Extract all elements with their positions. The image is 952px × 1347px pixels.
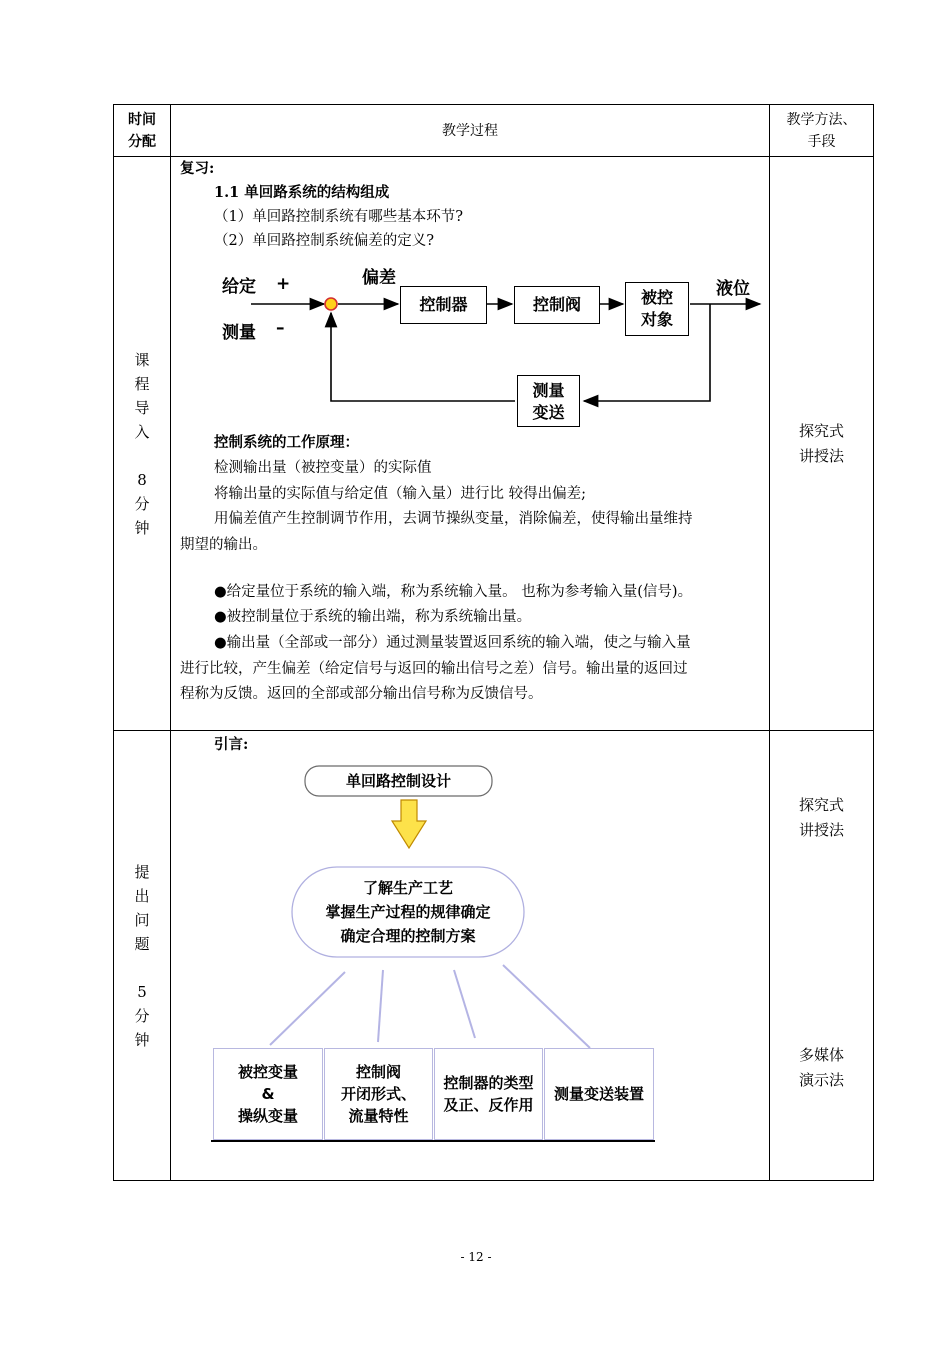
section1-time: 课 程 导 入 8 分 钟 [114, 157, 171, 731]
leaf-valve: 控制阀 开闭形式、 流量特性 [324, 1048, 433, 1140]
label-minus: – [276, 318, 285, 338]
section2-time: 提 出 问 题 5 分 钟 [114, 731, 171, 1181]
principle-line-4: 期望的输出。 [180, 537, 267, 553]
object-block: 被控 对象 [625, 282, 689, 336]
header-time: 时间 分配 [114, 105, 171, 157]
leaf-variables: 被控变量 & 操纵变量 [213, 1048, 323, 1140]
section1-method: 探究式 讲授法 [770, 157, 874, 731]
bullet-3-end: 程称为反馈。返回的全部或部分输出信号称为反馈信号。 [180, 686, 543, 702]
section2-method: 探究式 讲授法 多媒体 演示法 [770, 731, 874, 1181]
oval-text: 了解生产工艺 掌握生产过程的规律确定 确定合理的控制方案 [325, 879, 491, 945]
review-subheading: 1.1 单回路系统的结构组成 [214, 184, 390, 201]
label-plus: + [276, 274, 291, 294]
header-process: 教学过程 [171, 105, 770, 157]
principle-line-3: 用偏差值产生控制调节作用，去调节操纵变量，消除偏差，使得输出量维持 [214, 511, 693, 527]
leaf-transmitter: 测量变送装置 [544, 1048, 654, 1140]
principle-title: 控制系统的工作原理： [214, 434, 359, 451]
review-heading: 复习: [180, 160, 215, 177]
bullet-3: ●输出量（全部或一部分）通过测量装置返回系统的输入端，使之与输入量 [214, 635, 691, 651]
bullet-2: ●被控制量位于系统的输出端，称为系统输出量。 [214, 609, 532, 625]
bullet-1: ●给定量位于系统的输入端，称为系统输入量。 也称为参考输入量(信号)。 [214, 584, 693, 600]
down-arrow-icon [392, 800, 426, 848]
bullet-3-cont: 进行比较，产生偏差（给定信号与返回的输出信号之差）信号。输出量的返回过 [180, 661, 688, 677]
leaf-controller: 控制器的类型 及正、反作用 [434, 1048, 543, 1140]
page-number: - 12 - [460, 1250, 492, 1264]
principle-line-2: 将输出量的实际值与给定值（输入量）进行比 较得出偏差; [214, 486, 586, 502]
label-output: 液位 [716, 279, 750, 299]
label-deviation: 偏差 [362, 268, 396, 288]
valve-block: 控制阀 [514, 286, 600, 324]
header-method: 教学方法、 手段 [770, 105, 874, 157]
principle-line-1: 检测输出量（被控变量）的实际值 [214, 460, 432, 476]
label-setpoint: 给定 [222, 277, 256, 297]
question-1: （1）单回路控制系统有哪些基本环节? [214, 209, 463, 225]
intro-heading: 引言: [214, 736, 249, 753]
top-box: 单回路控制设计 [345, 772, 451, 790]
label-measure: 测量 [222, 323, 256, 343]
question-2: （2）单回路控制系统偏差的定义? [214, 233, 434, 249]
controller-block: 控制器 [400, 286, 487, 324]
transmitter-block: 测量 变送 [517, 375, 580, 427]
